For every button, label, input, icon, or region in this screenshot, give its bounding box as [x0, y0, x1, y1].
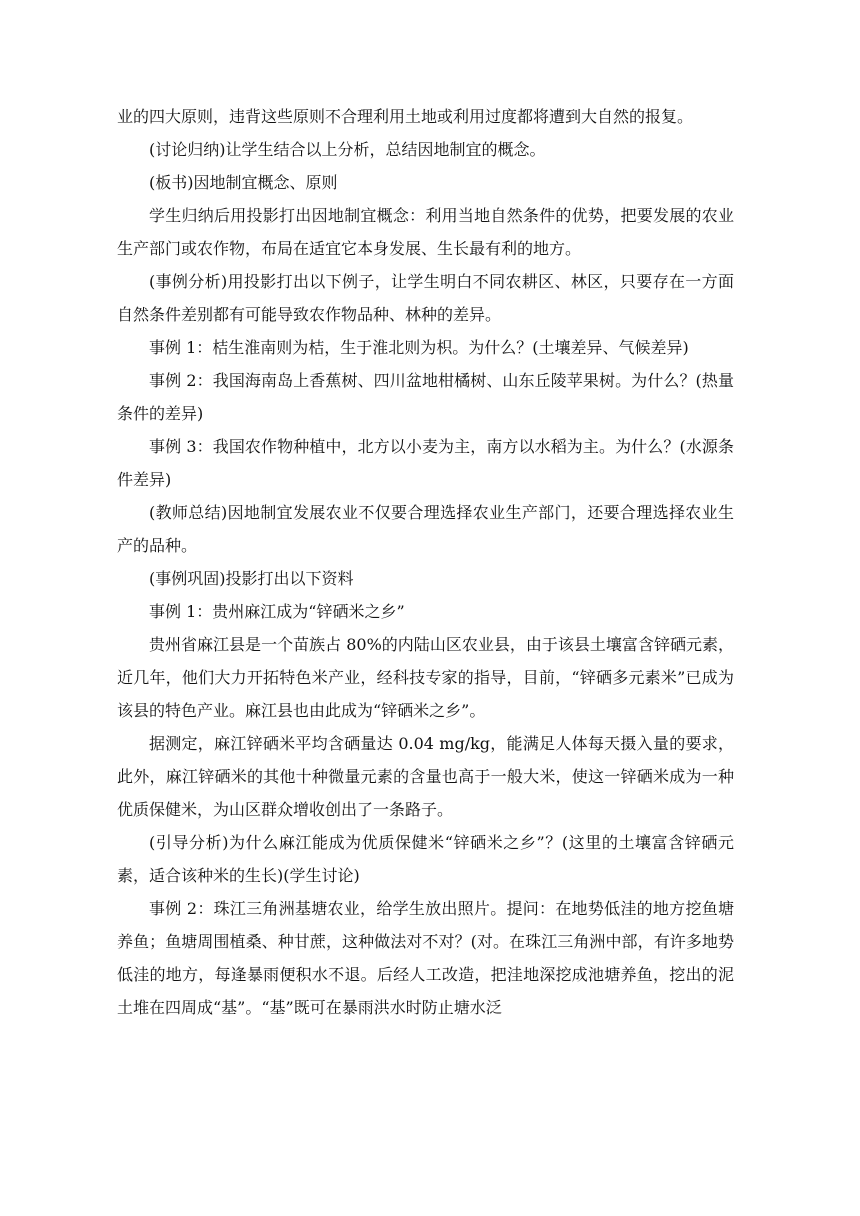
- paragraph-selenium-measurement: 据测定，麻江锌硒米平均含硒量达 0.04 mg/kg，能满足人体每天摄入量的要求，此外，麻江锌硒米的其他十种微量元素的含量也高于一般大米，使这一锌硒米成为一种优质保健米，为山区群众增收创出了一条路子。: [117, 734, 734, 819]
- paragraph-example-1: 事例 1：桔生淮南则为桔，生于淮北则为枳。为什么？(土壤差异、气候差异): [149, 338, 689, 357]
- paragraph-concept-definition: 学生归纳后用投影打出因地制宜概念：利用当地自然条件的优势，把要发展的农业生产部门或农作物，布局在适宜它本身发展、生长最有利的地方。: [117, 206, 734, 258]
- paragraph-guided-analysis: (引导分析)为什么麻江能成为优质保健米“锌硒米之乡”？(这里的土壤富含锌硒元素，适合该种米的生长)(学生讨论): [117, 833, 734, 885]
- document-body: [117, 100, 734, 1024]
- paragraph-pearl-river-example: 事例 2：珠江三角洲基塘农业，给学生放出照片。提问：在地势低洼的地方挖鱼塘养鱼；鱼塘周围植桑、种甘蔗，这种做法对不对？(对。在珠江三角洲中部，有许多地势低洼的地方，每逢暴雨便积水不退。后经人工改造，把洼地深挖成池塘养鱼，挖出的泥土堆在四周成“基”。“基”既可在暴雨洪水时防止塘水泛: [117, 899, 734, 1017]
- paragraph-discussion-summary: (讨论归纳)让学生结合以上分析，总结因地制宜的概念。: [149, 140, 546, 159]
- paragraph-majiang-description: 贵州省麻江县是一个苗族占 80%的内陆山区农业县，由于该县土壤富含锌硒元素，近几年，他们大力开拓特色米产业，经科技专家的指导，目前，“锌硒多元素米”已成为该县的特色产业。麻江县也由此成为“锌硒米之乡”。: [117, 635, 734, 720]
- paragraph-consolidation: (事例巩固)投影打出以下资料: [149, 569, 354, 588]
- paragraph-principles-continued: 业的四大原则，违背这些原则不合理利用土地或利用过度都将遭到大自然的报复。: [117, 107, 694, 126]
- paragraph-majiang-title: 事例 1：贵州麻江成为“锌硒米之乡”: [149, 602, 405, 621]
- paragraph-blackboard-note: (板书)因地制宜概念、原则: [149, 173, 338, 192]
- paragraph-case-analysis: (事例分析)用投影打出以下例子，让学生明白不同农耕区、林区，只要存在一方面自然条件差别都有可能导致农作物品种、林种的差异。: [117, 272, 734, 324]
- paragraph-teacher-summary: (教师总结)因地制宜发展农业不仅要合理选择农业生产部门，还要合理选择农业生产的品种。: [117, 503, 734, 555]
- paragraph-example-2: 事例 2：我国海南岛上香蕉树、四川盆地柑橘树、山东丘陵苹果树。为什么？(热量条件的差异): [117, 371, 734, 423]
- paragraph-example-3: 事例 3：我国农作物种植中，北方以小麦为主，南方以水稻为主。为什么？(水源条件差异): [117, 437, 734, 489]
